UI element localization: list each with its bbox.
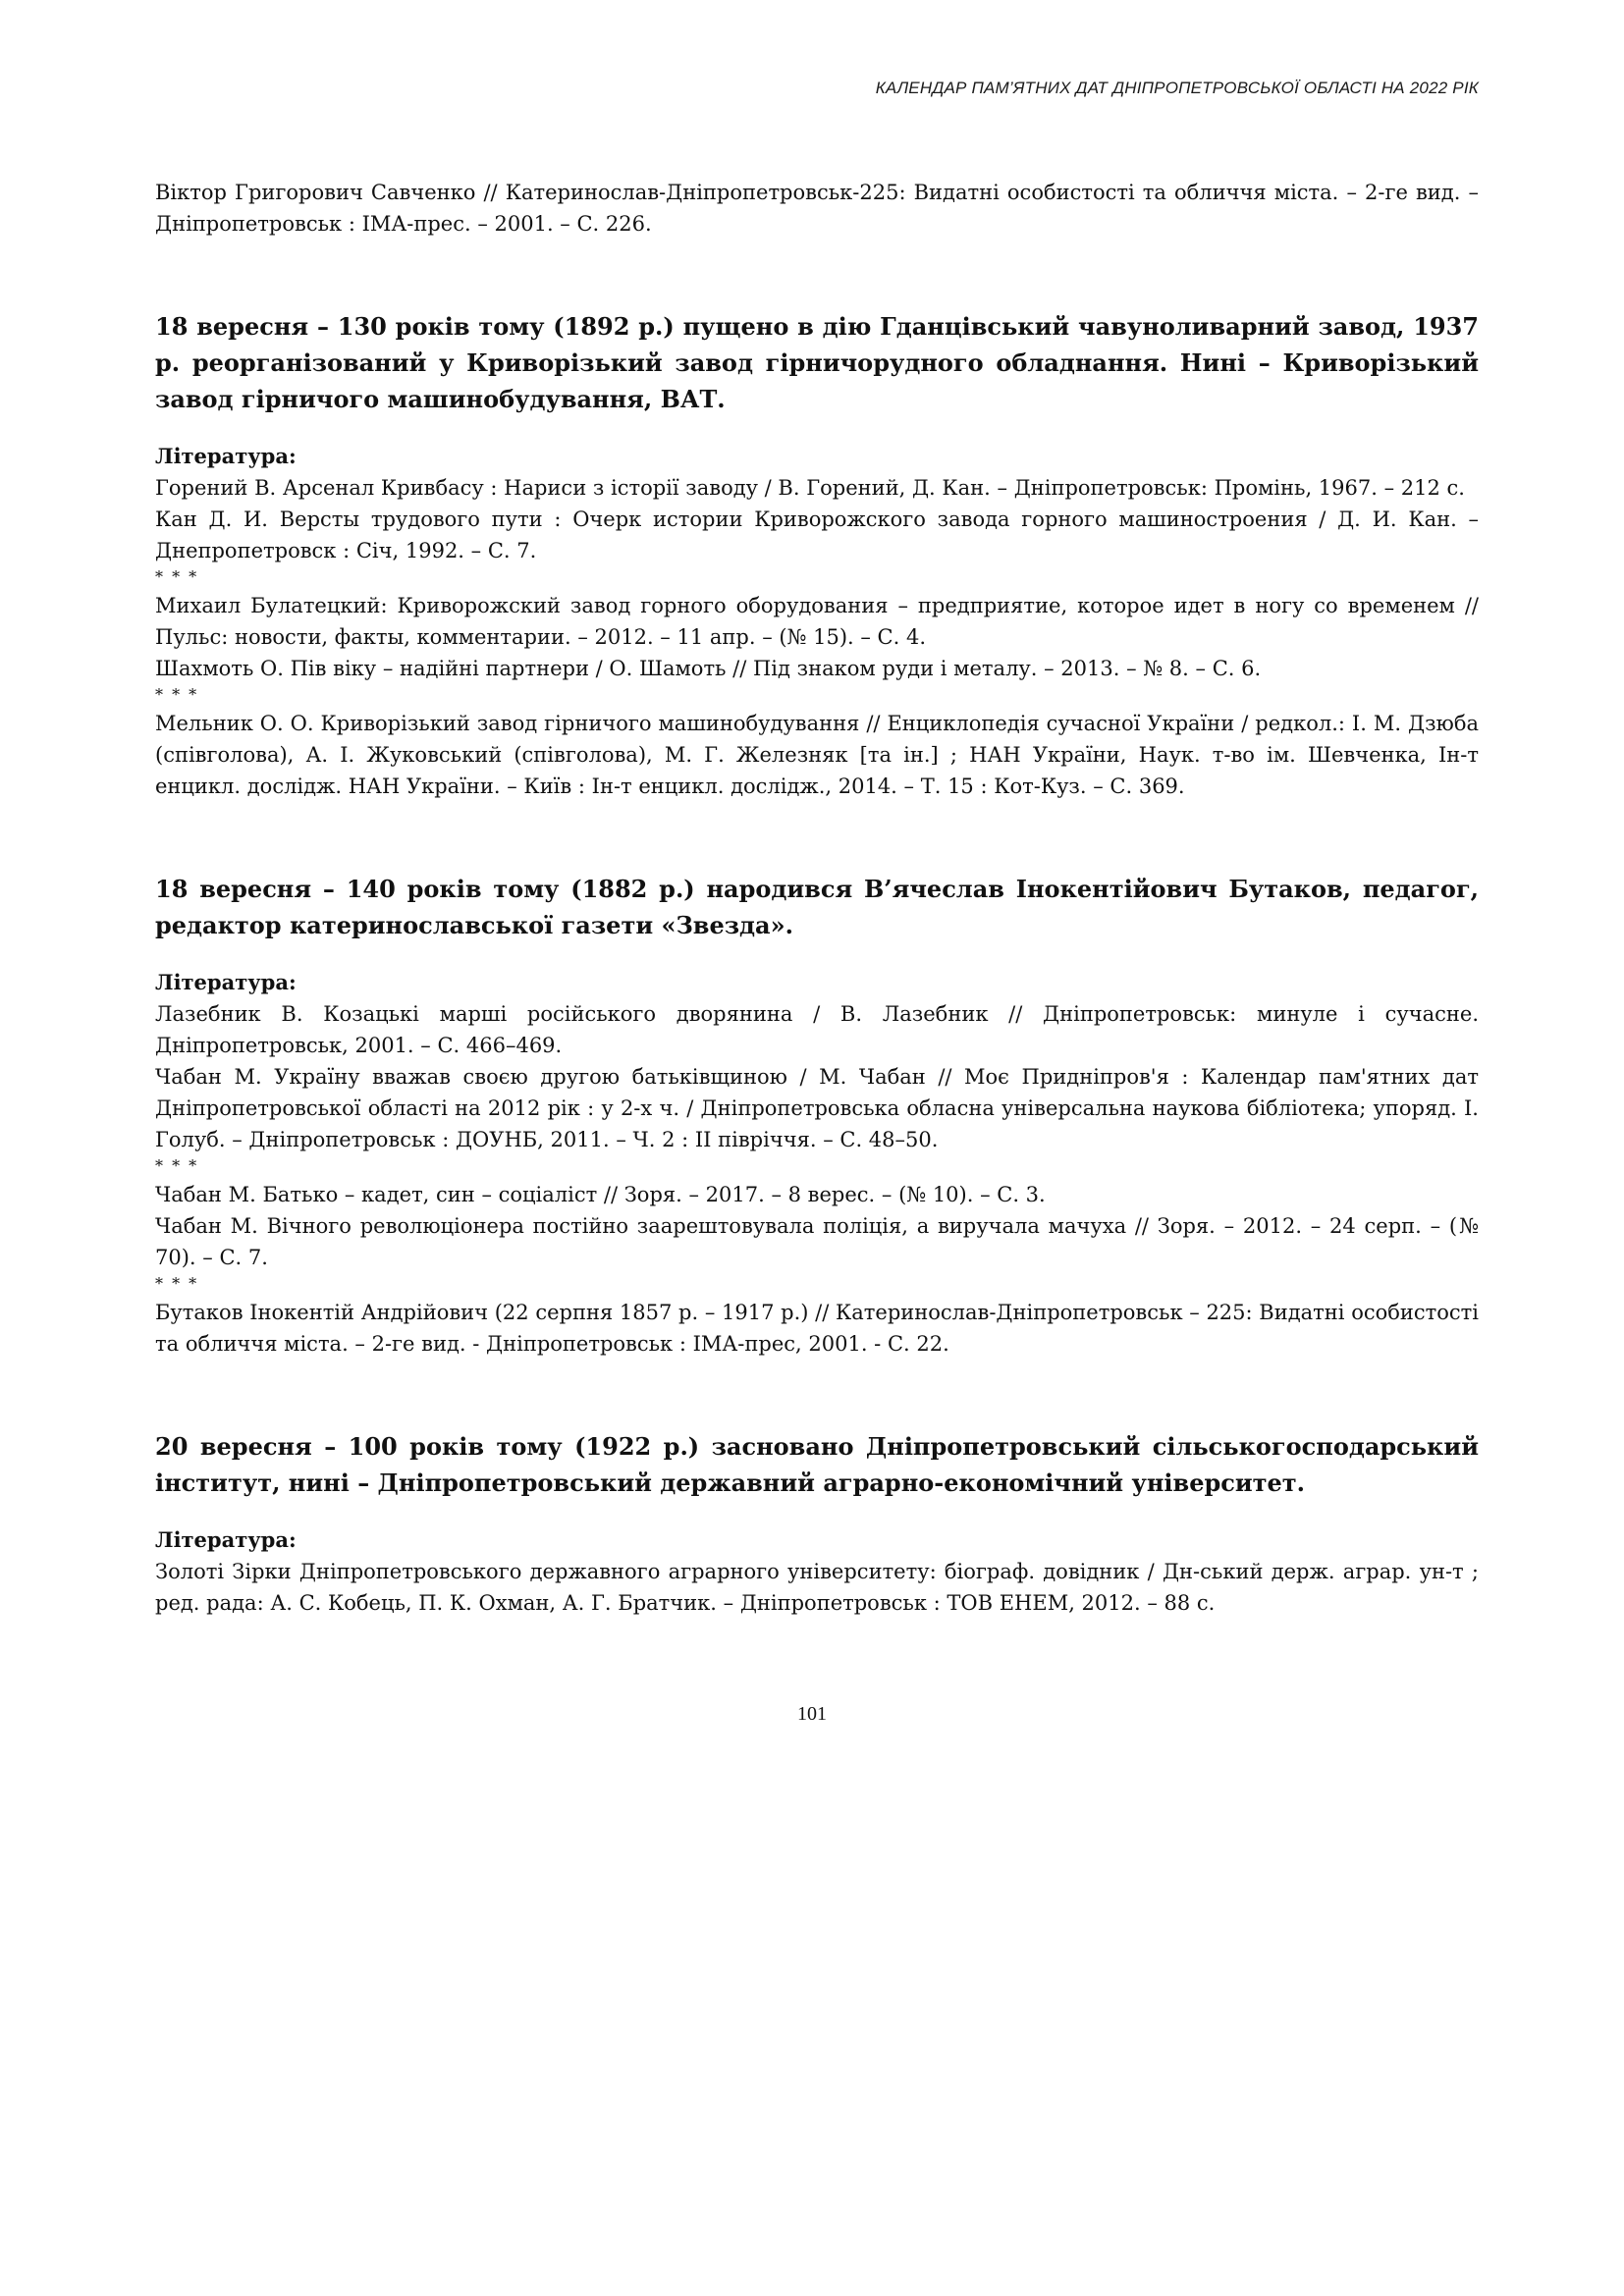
reference-item: Чабан М. Вічного революціонера постійно заарештовувала поліція, а виручала мачуха // Зоря. – 2012. – 24 серп. – (№ 70). – С. 7.	[155, 1214, 1479, 1269]
separator-stars: * * *	[155, 1274, 199, 1293]
intro-reference: Віктор Григорович Савченко // Катеринослав-Дніпропетровськ-225: Видатні особистості та обличчя міста. – 2-ге вид. – Дніпропетровськ : ІМА-прес. – 2001. – С. 226.	[155, 181, 1479, 236]
entry-section	[155, 1428, 1479, 1619]
entry-section	[155, 871, 1479, 1360]
entry-section	[155, 308, 1479, 802]
page-content	[155, 177, 1479, 1619]
entry-heading: 18 вересня – 130 років тому (1892 р.) пущено в дію Гданцівський чавуноливарний завод, 1937 р. реорганізований у Криворізький завод гірничорудного обладнання. Нині – Криворізький завод гірничого машинобудування, ВАТ.	[155, 312, 1479, 413]
reference-item: Бутаков Інокентій Андрійович (22 серпня 1857 р. – 1917 р.) // Катеринослав-Дніпропетровськ – 225: Видатні особистості та обличчя міста. – 2-ге вид. - Дніпропетровськ : ІМА-прес, 2001. - С. 22.	[155, 1301, 1479, 1356]
entry-heading: 20 вересня – 100 років тому (1922 р.) засновано Дніпропетровський сільськогосподарський інститут, нині – Дніпропетровський державний аграрно-економічний університет.	[155, 1432, 1479, 1497]
reference-item: Лазебник В. Козацькі марші російського дворянина / В. Лазебник // Дніпропетровськ: минуле і сучасне. Дніпропетровськ, 2001. – С. 466–469.	[155, 1002, 1479, 1057]
literature-label: Література:	[155, 970, 297, 994]
reference-item: Горений В. Арсенал Кривбасу : Нариси з історії заводу / В. Горений, Д. Кан. – Дніпропетровськ: Промінь, 1967. – 212 с.	[155, 476, 1465, 500]
separator-stars: * * *	[155, 567, 199, 586]
reference-item: Шахмоть О. Пів віку – надійні партнери / О. Шамоть // Під знаком руди і металу. – 2013. – № 8. – С. 6.	[155, 657, 1262, 680]
entry-heading: 18 вересня – 140 років тому (1882 р.) народився В’ячеслав Інокентійович Бутаков, педагог, редактор катеринославської газети «Звезда».	[155, 875, 1479, 939]
literature-label: Література:	[155, 1527, 297, 1552]
reference-item: Михаил Булатецкий: Криворожский завод горного оборудования – предприятие, которое идет в ногу со временем // Пульс: новости, факты, комментарии. – 2012. – 11 апр. – (№ 15). – С. 4.	[155, 594, 1479, 649]
literature-label: Література:	[155, 444, 297, 468]
reference-item: Чабан М. Батько – кадет, син – соціаліст // Зоря. – 2017. – 8 верес. – (№ 10). – С. 3.	[155, 1183, 1046, 1206]
reference-item: Золоті Зірки Дніпропетровського державного аграрного університету: біограф. довідник / Дн-ський держ. аграр. ун-т ; ред. рада: А. С. Кобець, П. К. Охман, А. Г. Братчик. – Дніпропетровськ : ТОВ ЕНЕМ, 2012. – 88 с.	[155, 1560, 1479, 1615]
separator-stars: * * *	[155, 1156, 199, 1175]
reference-item: Чабан М. Україну вважав своєю другою батьківщиною / М. Чабан // Моє Придніпров'я : Календар пам'ятних дат Дніпропетровської області на 2012 рік : у 2-х ч. / Дніпропетровська обласна універсальна наукова бібліотека; упоряд. І. Голуб. – Дніпропетровськ : ДОУНБ, 2011. – Ч. 2 : ІІ півріччя. – С. 48–50.	[155, 1065, 1479, 1151]
reference-item: Кан Д. И. Версты трудового пути : Очерк истории Криворожского завода горного машиностроения / Д. И. Кан. – Днепропетровск : Січ, 1992. – С. 7.	[155, 507, 1479, 562]
reference-item: Мельник О. О. Криворізький завод гірничого машинобудування // Енциклопедія сучасної України / редкол.: І. М. Дзюба (співголова), А. І. Жуковський (співголова), М. Г. Железняк [та ін.] ; НАН України, Наук. т-во ім. Шевченка, Ін-т енцикл. дослідж. НАН України. – Київ : Ін-т енцикл. дослідж., 2014. – Т. 15 : Кот-Куз. – С. 369.	[155, 712, 1479, 798]
page-number: 101	[797, 1703, 827, 1725]
running-header: КАЛЕНДАР ПАМ’ЯТНИХ ДАТ ДНІПРОПЕТРОВСЬКОЇ ОБЛАСТІ НА 2022 РІК	[875, 79, 1479, 97]
separator-stars: * * *	[155, 685, 199, 704]
